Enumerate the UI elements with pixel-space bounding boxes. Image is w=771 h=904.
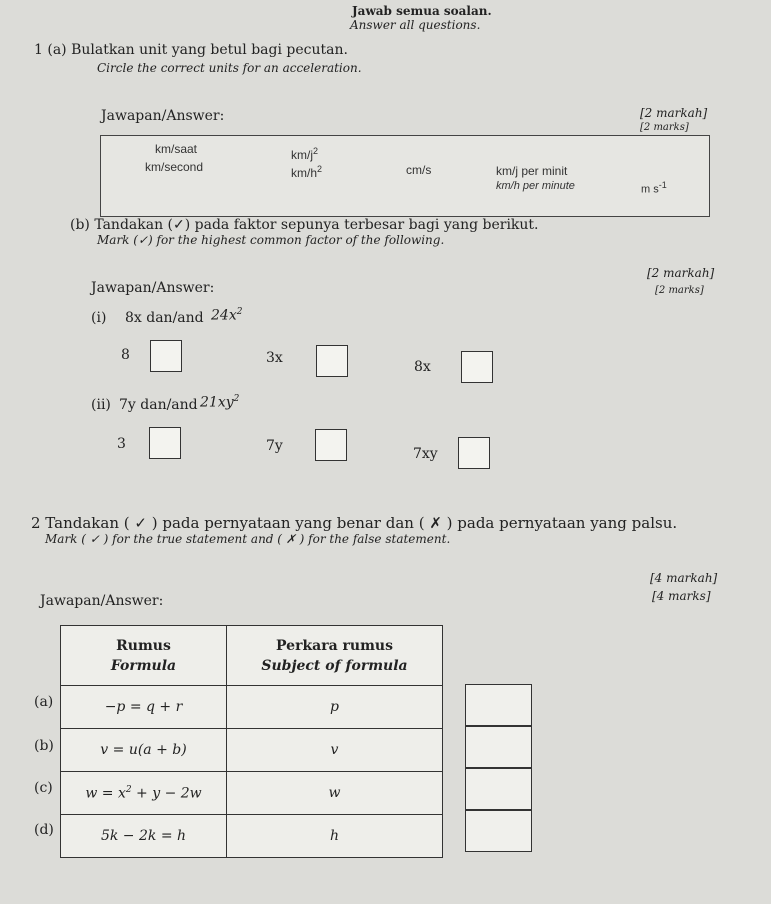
q1b-ii-opt2-checkbox[interactable] <box>315 429 347 461</box>
unit-km-j-per-minit[interactable]: km/j per minit <box>496 164 568 178</box>
q1b-i-opt3-label: 8x <box>414 359 431 375</box>
q1b-i-opt2-checkbox[interactable] <box>316 345 348 377</box>
q1b-i-opt2-label: 3x <box>266 350 283 366</box>
subject-cell: v <box>227 729 443 772</box>
unit-km-h-per-minute[interactable]: km/h per minute <box>496 180 575 192</box>
q2-answer-label: Jawapan/Answer: <box>40 593 164 609</box>
q1b-i-text: 8x dan/and <box>125 310 204 326</box>
q2-row-c-label: (c) <box>34 780 53 796</box>
unit-cm-s[interactable]: cm/s <box>406 163 432 177</box>
q2-row-a-label: (a) <box>34 694 54 710</box>
q1a-answer-label: Jawapan/Answer: <box>101 108 225 124</box>
q2-marks-en: [4 marks] <box>652 589 711 603</box>
q1b-i-expression: $24x^2$ <box>211 307 243 324</box>
formula-table <box>60 625 443 858</box>
formula-cell: $w = x^2 + y - 2w$ <box>61 772 227 815</box>
q1a-prompt: 1 (a) Bulatkan unit yang betul bagi pecutan. <box>34 42 348 58</box>
q1b-prompt-en: Mark (✓) for the highest common factor of the following. <box>97 233 445 247</box>
table-row <box>61 815 443 858</box>
q2-answer-box-a[interactable] <box>465 684 532 726</box>
formula-cell: −p = q + r <box>61 686 227 729</box>
q1b-i-label: (i) <box>91 310 107 326</box>
q1b-prompt: (b) Tandakan (✓) pada faktor sepunya terbesar bagi yang berikut. <box>70 217 539 233</box>
q1b-ii-opt3-label: 7xy <box>413 446 438 462</box>
q1b-i-opt3-checkbox[interactable] <box>461 351 493 383</box>
subject-cell: w <box>227 772 443 815</box>
q2-prompt: 2 Tandakan ( ✓ ) pada pernyataan yang benar dan ( ✗ ) pada pernyataan yang palsu. <box>31 514 678 532</box>
formula-cell: 5k − 2k = h <box>61 815 227 858</box>
q1b-ii-text: 7y dan/and <box>119 397 198 413</box>
q1b-marks-ms: [2 markah] <box>647 266 715 280</box>
q2-prompt-en: Mark ( ✓ ) for the true statement and ( ✗ ) for the false statement. <box>45 532 451 546</box>
q1b-ii-opt3-checkbox[interactable] <box>458 437 490 469</box>
q1a-prompt-en: Circle the correct units for an acceleration. <box>97 61 362 75</box>
unit-km-saat[interactable]: km/saat <box>155 142 198 156</box>
q2-marks-ms: [4 markah] <box>650 571 718 585</box>
subject-cell: p <box>227 686 443 729</box>
subject-cell: h <box>227 815 443 858</box>
q1a-marks-ms: [2 markah] <box>640 106 708 120</box>
instruction-en: Answer all questions. <box>350 18 481 32</box>
q1b-ii-label: (ii) <box>91 397 111 413</box>
formula-cell: v = u(a + b) <box>61 729 227 772</box>
q1b-i-opt1-label: 8 <box>121 347 130 363</box>
q1b-ii-opt1-checkbox[interactable] <box>149 427 181 459</box>
q2-row-b-label: (b) <box>34 738 54 754</box>
q1b-ii-opt1-label: 3 <box>117 436 126 452</box>
unit-km-j2[interactable]: $km/j^2$ <box>291 146 319 162</box>
units-box <box>100 135 710 217</box>
q2-answer-box-c[interactable] <box>465 768 532 810</box>
q1b-ii-expression: $21xy^2$ <box>200 394 240 411</box>
q1a-marks-en: [2 marks] <box>640 122 689 133</box>
q1b-answer-label: Jawapan/Answer: <box>91 280 215 296</box>
q1b-i-opt1-checkbox[interactable] <box>150 340 182 372</box>
q2-row-d-label: (d) <box>34 822 54 838</box>
instruction-ms: Jawab semua soalan. <box>352 4 492 18</box>
q2-answer-box-d[interactable] <box>465 810 532 852</box>
table-row <box>61 729 443 772</box>
q2-answer-box-b[interactable] <box>465 726 532 768</box>
q1b-ii-opt2-label: 7y <box>266 438 283 454</box>
unit-km-h2[interactable]: $km/h^2$ <box>291 164 323 180</box>
header-formula: Rumus Formula <box>61 626 227 686</box>
q1b-marks-en: [2 marks] <box>655 285 704 296</box>
table-row <box>61 772 443 815</box>
table-row <box>61 686 443 729</box>
unit-m-s-1[interactable]: m $s^{-1}$ <box>641 180 667 196</box>
unit-km-second[interactable]: km/second <box>145 160 204 174</box>
header-subject: Perkara rumus Subject of formula <box>227 626 443 686</box>
